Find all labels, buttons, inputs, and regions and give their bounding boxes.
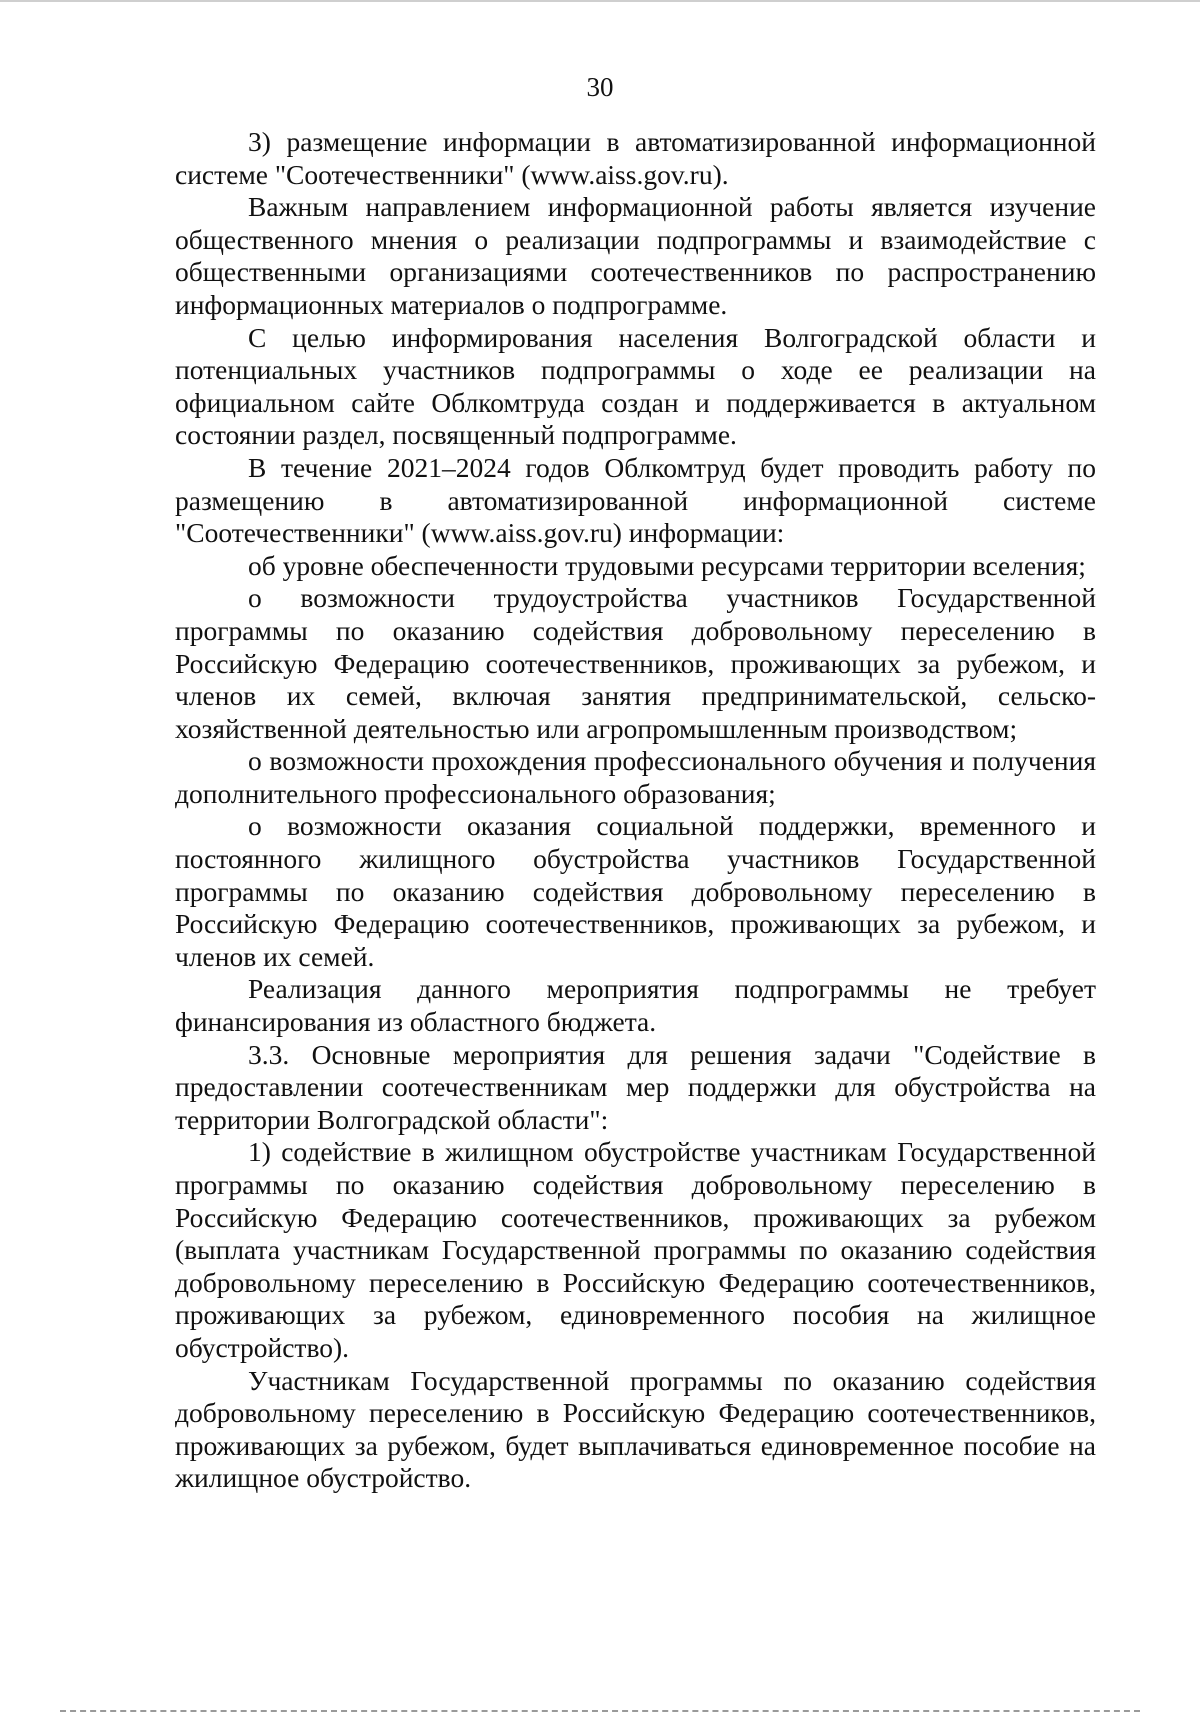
scan-top-edge [0,0,1200,2]
paragraph-aiss-work: В течение 2021–2024 годов Облкомтруд будет проводить работу по размещению в автоматизированной информационной системе "Соотечественники" (www.aiss.gov.ru) информации: [175,451,1096,549]
paragraph-housing-assistance: 1) содействие в жилищном обустройстве участникам Государственной программы по оказанию содействия добровольному переселению в Российскую Федерацию соотечественников, проживающих за рубежом (выплата участникам Государственной программы по оказанию содействия добровольному переселению в Российскую Федерацию соотечественников, проживающих за рубежом, единовременного пособия на жилищное обустройство). [175,1136,1096,1363]
paragraph-aiss-item: 3) размещение информации в автоматизированной информационной системе "Соотечественники" (www.aiss.gov.ru). [175,126,1096,190]
paragraph-labor-resources: об уровне обеспеченности трудовыми ресурсами территории вселения; [248,549,1086,581]
scan-bottom-edge [60,1710,1140,1712]
paragraph-lump-sum-allowance: Участникам Государственной программы по оказанию содействия добровольному переселению в Российскую Федерацию соотечественников, проживающих за рубежом, будет выплачиваться единовременное пособие на жилищное обустройство. [175,1364,1096,1494]
document-body [175,126,1096,1495]
paragraph-employment: о возможности трудоустройства участников Государственной программы по оказанию содействия добровольному переселению в Российскую Федерацию соотечественников, проживающих за рубежом, и членов их семей, включая занятия предпринимательской, сельско-хозяйственной деятельностью или агропромышленным производством; [175,582,1096,744]
page-number: 30 [586,72,614,102]
paragraph-training: о возможности прохождения профессионального обучения и получения дополнительного профессионального образования; [175,745,1096,809]
paragraph-public-opinion: Важным направлением информационной работы является изучение общественного мнения о реализации подпрограммы и взаимодействие с общественными организациями соотечественников по распространению информационных материалов о подпрограмме. [175,191,1096,320]
paragraph-social-support: о возможности оказания социальной поддержки, временного и постоянного жилищного обустройства участников Государственной программы по оказанию содействия добровольному переселению в Российскую Федерацию соотечественников, проживающих за рубежом, и членов их семей. [175,810,1096,972]
paragraph-website-section: С целью информирования населения Волгоградской области и потенциальных участников подпрограммы о ходе ее реализации на официальном сайте Облкомтруда создан и поддерживается в актуальном состоянии раздел, посвященный подпрограмме. [175,321,1096,451]
paragraph-section-3-3: 3.3. Основные мероприятия для решения задачи "Содействие в предоставлении соотечественникам мер поддержки для обустройства на территории Волгоградской области": [175,1038,1096,1135]
paragraph-no-financing: Реализация данного мероприятия подпрограммы не требует финансирования из областного бюджета. [175,973,1096,1038]
